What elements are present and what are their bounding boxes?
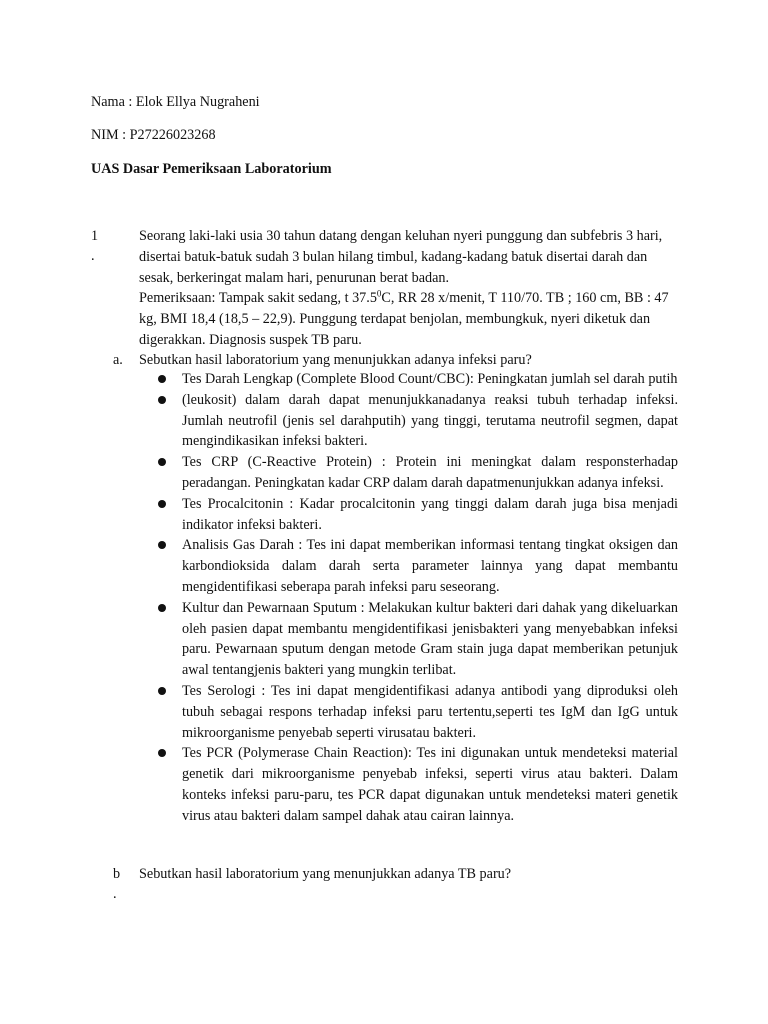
bullet-icon [158,500,166,508]
bullet-icon [158,749,166,757]
list-item-text: (leukosit) dalam darah dapat menunjukkanadanya reaksi tubuh terhadap infeksi. Jumlah neutrofil (jenis sel darahputih) yang tinggi, terutama neutrofil segmen, dapat mengindikasikan infeksi bakteri. [182,391,678,450]
list-item [156,390,678,452]
exam-title: UAS Dasar Pemeriksaan Laboratorium [91,161,332,177]
bullet-icon [158,541,166,549]
student-name: Nama : Elok Ellya Nugraheni [91,94,260,110]
sub-question-a-label: a. [113,352,123,368]
sub-question-b-label [113,864,133,904]
list-item-text: Tes CRP (C-Reactive Protein) : Protein ini meningkat dalam responsterhadap peradangan. Peningkatan kadar CRP dalam darah dapatmenunjukkan adanya infeksi. [182,454,678,491]
list-item [156,681,678,743]
question-number-dot: . [91,248,95,264]
student-nim: NIM : P27226023268 [91,127,216,143]
bullet-icon [158,458,166,466]
list-item [156,369,678,390]
exam-paragraph [139,288,678,350]
bullet-icon [158,687,166,695]
list-item [156,598,678,681]
bullet-icon [158,604,166,612]
list-item-text: Kultur dan Pewarnaan Sputum : Melakukan kultur bakteri dari dahak yang dikeluarkan oleh pasien dapat membantu mengidentifikasi jenisbakteri yang menyebabkan infeksi paru. Pewarnaan sputum dengan metode Gram stain juga dapat memberikan petunjuk awal tentangjenis bakteri yang mungkin terlibat. [182,599,678,679]
case-paragraph: Seorang laki-laki usia 30 tahun datang dengan keluhan nyeri punggung dan subfebris 3 hari, disertai batuk-batuk sudah 3 bulan hilang timbul, kadang-kadang batuk disertai darah dan sesak, berkeringat malam hari, penurunan berat badan. [139,228,663,286]
exam-rest: C, RR 28 x/menit, T 110/70. TB ; 160 cm, BB : 47 kg, BMI 18,4 (18,5 – 22,9). Punggung terdapat benjolan, membungkuk, nyeri diketuk dan digerakkan. Diagnosis suspek TB paru. [139,290,669,348]
exam-prefix: Pemeriksaan: Tampak sakit sedang, t 37.5 [139,290,377,307]
list-item [156,494,678,536]
sub-b-dot: . [113,886,117,902]
degree-superscript: 0 [376,288,382,299]
list-item [156,743,678,826]
list-item-text: Tes Serologi : Tes ini dapat mengidentifikasi adanya antibodi yang diproduksi oleh tubuh sebagai respons terhadap infeksi paru tertentu,seperti tes IgM dan IgG untuk mikroorganisme penyebab seperti virusatau bakteri. [182,682,678,741]
question-number-digit: 1 [91,228,99,244]
bullet-icon [158,375,166,383]
sub-question-b-text: Sebutkan hasil laboratorium yang menunjukkan adanya TB paru? [139,866,512,882]
list-item [156,535,678,597]
list-item [156,452,678,494]
list-item-text: Tes Darah Lengkap (Complete Blood Count/CBC): Peningkatan jumlah sel darah putih [182,371,678,387]
question-1-body [139,226,678,351]
list-item-text: Analisis Gas Darah : Tes ini dapat memberikan informasi tentang tingkat oksigen dan karbondioksida dalam darah serta parameter lainnya yang dapat membantu mengidentifikasi seberapa parah infeksi paru seseorang. [182,537,678,595]
question-1-number [91,226,98,266]
sub-b-letter: b [113,866,121,882]
bullet-icon [158,396,166,404]
list-item-text: Tes Procalcitonin : Kadar procalcitonin yang tinggi dalam darah juga bisa menjadi indikator infeksi bakteri. [182,495,678,533]
sub-question-a-text: Sebutkan hasil laboratorium yang menunjukkan adanya infeksi paru? [139,352,532,368]
sub-question-a-bullets [156,369,678,827]
list-item-text: Tes PCR (Polymerase Chain Reaction): Tes ini digunakan untuk mendeteksi material genetik dari mikroorganisme penyebab infeksi, seperti virus atau bakteri. Dalam konteks infeksi paru-paru, tes PCR dapat digunakan untuk mendeteksi materi genetik virus atau bakteri dalam sampel dahak atau cairan lainnya. [182,745,678,824]
